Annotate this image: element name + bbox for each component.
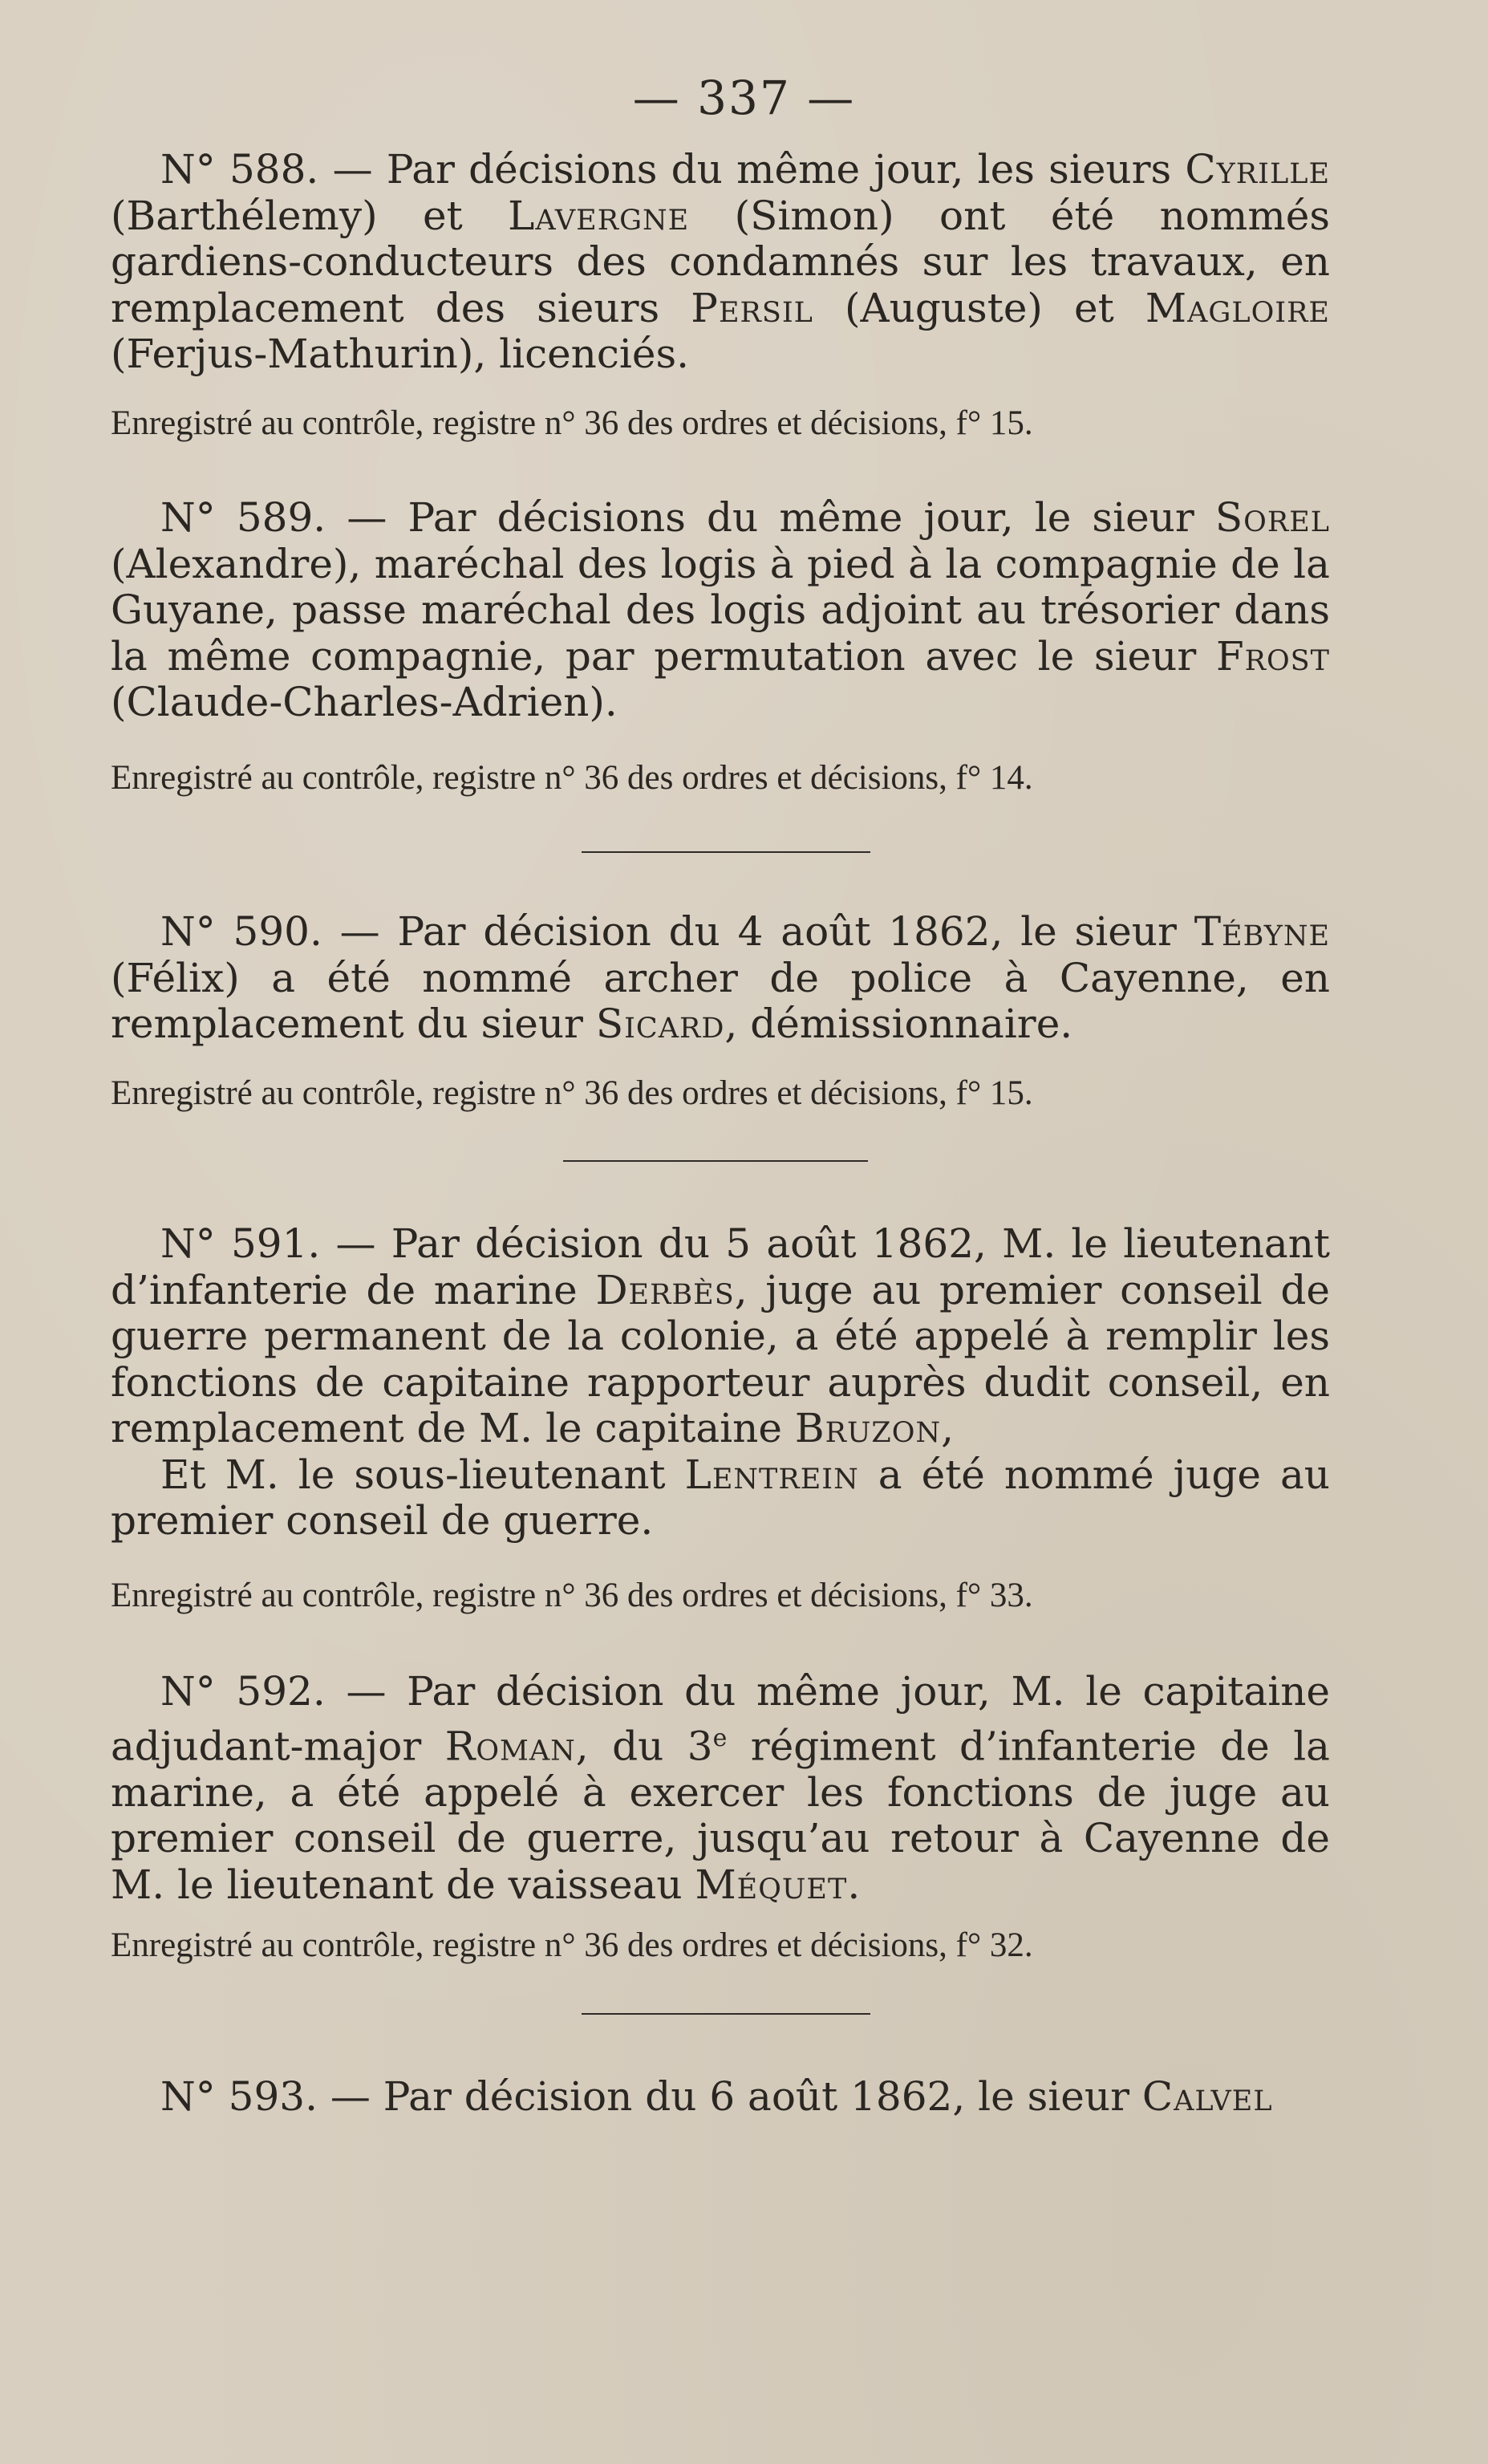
person-name: Lentrein — [684, 1451, 859, 1498]
person-name: Tébyne — [1194, 908, 1330, 955]
person-name: Calvel — [1141, 2073, 1273, 2120]
entry-590-registration: Enregistré au contrôle, registre n° 36 des ordres et décisions, f° 15. — [111, 1074, 1033, 1112]
person-name: Cyrille — [1185, 146, 1330, 193]
entry-592-body: N° 592. — Par décision du même jour, M. le capitaine adjudant-major Roman, du 3e régiment d’infanterie de la marine, a été appelé à exercer les fonctions de juge au premier conseil de guerre, jusqu’au retour à Cayenne de M. le lieutenant de vaisseau Méquet. — [111, 1668, 1330, 1908]
entry-591-body: N° 591. — Par décision du 5 août 1862, M. le lieutenant d’infanterie de marine Derbès, juge au premier conseil de guerre permanent de la colonie, a été appelé à remplir les fonctions de capitaine rapporteur auprès dudit conseil, en remplacement de M. le capitaine Bruzon, — [111, 1220, 1331, 1451]
entry-591 — [111, 1221, 1330, 1545]
entry-590 — [111, 909, 1330, 1048]
entry-589-registration: Enregistré au contrôle, registre n° 36 des ordres et décisions, f° 14. — [111, 759, 1033, 797]
entry-number: N° 588. — [160, 146, 319, 193]
entry-number: N° 590. — [160, 908, 322, 955]
person-name: Lavergne — [508, 192, 690, 239]
person-name: Roman — [444, 1723, 576, 1770]
entry-592 — [111, 1669, 1330, 1908]
person-name: Méquet — [695, 1861, 848, 1908]
entry-number: N° 589. — [160, 494, 326, 541]
section-divider — [563, 1160, 868, 1162]
person-name: Persil — [691, 284, 813, 331]
entry-number: N° 593. — [160, 2073, 318, 2120]
ordinal-suffix: e — [712, 1723, 728, 1752]
entry-588-body: N° 588. — Par décisions du même jour, les sieurs Cyrille (Barthélemy) et Lavergne (Simon) ont été nommés gardiens-conducteurs des condamnés sur les travaux, en remplacement des sieurs Persil (Auguste) et Magloire (Ferjus-Mathurin), licenciés. — [111, 146, 1330, 377]
person-name: Sorel — [1214, 494, 1330, 541]
entry-591-body-continued: Et M. le sous-lieutenant Lentrein a été nommé juge au premier conseil de guerre. — [111, 1451, 1330, 1544]
entry-592-registration: Enregistré au contrôle, registre n° 36 des ordres et décisions, f° 32. — [111, 1926, 1033, 1964]
entry-589-body: N° 589. — Par décisions du même jour, le sieur Sorel (Alexandre), maréchal des logis à pied à la compagnie de la Guyane, passe maréchal des logis adjoint au trésorier dans la même compagnie, par permutation avec le sieur Frost (Claude-Charles-Adrien). — [111, 494, 1330, 725]
entry-588-registration: Enregistré au contrôle, registre n° 36 des ordres et décisions, f° 15. — [111, 404, 1033, 442]
person-name: Derbès — [595, 1266, 735, 1313]
entry-593-body: N° 593. — Par décision du 6 août 1862, le sieur Calvel — [160, 2073, 1273, 2120]
entry-number: N° 591. — [160, 1220, 321, 1267]
entry-591-registration: Enregistré au contrôle, registre n° 36 des ordres et décisions, f° 33. — [111, 1577, 1033, 1614]
entry-588 — [111, 147, 1330, 378]
entry-590-body: N° 590. — Par décision du 4 août 1862, le sieur Tébyne (Félix) a été nommé archer de police à Cayenne, en remplacement du sieur Sicard, démissionnaire. — [111, 908, 1330, 1047]
person-name: Frost — [1215, 632, 1330, 680]
person-name: Sicard — [595, 1001, 725, 1047]
person-name: Bruzon — [794, 1405, 942, 1451]
section-divider — [582, 2013, 870, 2015]
entry-593 — [111, 2074, 1330, 2121]
entry-589 — [111, 495, 1330, 726]
person-name: Magloire — [1145, 284, 1330, 331]
section-divider — [582, 851, 870, 853]
page-number-header: — 337 — — [632, 71, 856, 125]
entry-number: N° 592. — [160, 1668, 326, 1715]
